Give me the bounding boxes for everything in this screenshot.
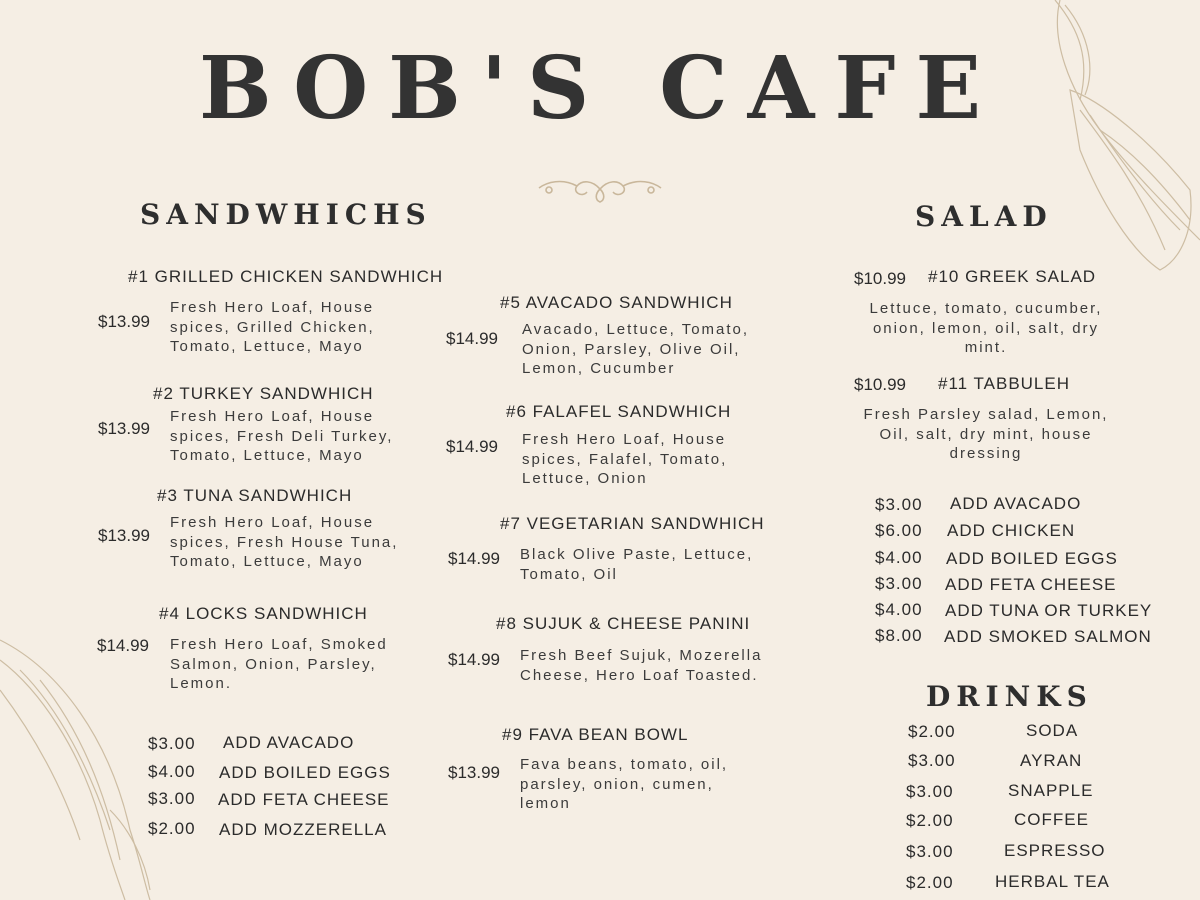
item-price: $13.99 [98,526,150,545]
addon-name: ADD BOILED EGGS [219,763,391,782]
addon-price: $2.00 [148,819,196,838]
addon-price: $3.00 [875,495,923,514]
addon-price: $3.00 [875,574,923,593]
item-name: #11 TABBULEH [938,374,1071,393]
item-description: Fava beans, tomato, oil, parsley, onion, cumen, lemon [520,756,729,812]
flourish-divider-icon [537,172,663,206]
item-name: #9 FAVA BEAN BOWL [502,725,689,744]
item-description: Fresh Hero Loaf, Smoked Salmon, Onion, Parsley, Lemon. [170,636,388,692]
item-name: #1 GRILLED CHICKEN SANDWHICH [128,267,444,286]
addon-name: ADD BOILED EGGS [946,549,1118,568]
item-price: $10.99 [854,375,906,394]
item-price: $14.99 [446,437,498,456]
drink-price: $3.00 [908,751,956,770]
addon-name: ADD MOZZERELLA [219,820,387,839]
addon-price: $4.00 [875,548,923,567]
addon-name: ADD TUNA OR TURKEY [945,601,1153,620]
item-name: #7 VEGETARIAN SANDWHICH [500,514,765,533]
addon-price: $3.00 [148,789,196,808]
item-price: $13.99 [98,312,150,331]
drink-price: $2.00 [906,873,954,892]
item-price: $14.99 [446,329,498,348]
addon-name: ADD AVACADO [950,494,1082,513]
item-price: $10.99 [854,269,906,288]
item-price: $13.99 [448,763,500,782]
addon-price: $6.00 [875,521,923,540]
item-description: Fresh Hero Loaf, House spices, Grilled Chicken, Tomato, Lettuce, Mayo [170,299,375,355]
item-name: #3 TUNA SANDWHICH [157,486,353,505]
addon-price: $8.00 [875,626,923,645]
addon-name: ADD FETA CHEESE [945,575,1117,594]
addon-price: $4.00 [148,762,196,781]
section-salad: SALAD [915,200,1053,233]
item-name: #8 SUJUK & CHEESE PANINI [496,614,751,633]
addon-name: ADD CHICKEN [947,521,1076,540]
item-description: Fresh Hero Loaf, House spices, Fresh Deli Turkey, Tomato, Lettuce, Mayo [170,408,394,464]
item-name: #4 LOCKS SANDWHICH [159,604,368,623]
item-name: #2 TURKEY SANDWHICH [153,384,374,403]
addon-name: ADD AVACADO [223,733,355,752]
drink-name: COFFEE [1014,810,1089,829]
item-price: $14.99 [448,549,500,568]
drink-price: $2.00 [906,811,954,830]
item-description: Fresh Beef Sujuk, Mozerella Cheese, Hero Loaf Toasted. [520,647,763,684]
addon-name: ADD SMOKED SALMON [944,627,1152,646]
drink-name: HERBAL TEA [995,872,1110,891]
item-name: #10 GREEK SALAD [928,267,1097,286]
drink-name: ESPRESSO [1004,841,1106,860]
drink-name: SODA [1026,721,1079,740]
item-description: Lettuce, tomato, cucumber, onion, lemon, oil, salt, dry mint. [869,300,1103,356]
cafe-title: BOB'S CAFE [198,38,1002,139]
addon-price: $4.00 [875,600,923,619]
drink-price: $3.00 [906,842,954,861]
leaf-branch-icon [0,630,160,900]
item-price: $14.99 [448,650,500,669]
section-drinks: DRINKS [926,680,1093,713]
item-description: Fresh Parsley salad, Lemon, Oil, salt, dry mint, house dressing [863,406,1109,462]
item-name: #6 FALAFEL SANDWHICH [506,402,732,421]
item-description: Black Olive Paste, Lettuce, Tomato, Oil [520,546,754,583]
drink-price: $3.00 [906,782,954,801]
item-price: $14.99 [97,636,149,655]
item-description: Fresh Hero Loaf, House spices, Falafel, Tomato, Lettuce, Onion [522,431,728,487]
item-description: Avacado, Lettuce, Tomato, Onion, Parsley, Olive Oil, Lemon, Cucumber [522,321,750,377]
item-description: Fresh Hero Loaf, House spices, Fresh House Tuna, Tomato, Lettuce, Mayo [170,514,399,570]
drink-name: SNAPPLE [1008,781,1094,800]
addon-name: ADD FETA CHEESE [218,790,390,809]
drink-price: $2.00 [908,722,956,741]
item-price: $13.99 [98,419,150,438]
addon-price: $3.00 [148,734,196,753]
section-sandwiches: SANDWHICHS [140,198,432,231]
drink-name: AYRAN [1020,751,1083,770]
item-name: #5 AVACADO SANDWHICH [500,293,733,312]
